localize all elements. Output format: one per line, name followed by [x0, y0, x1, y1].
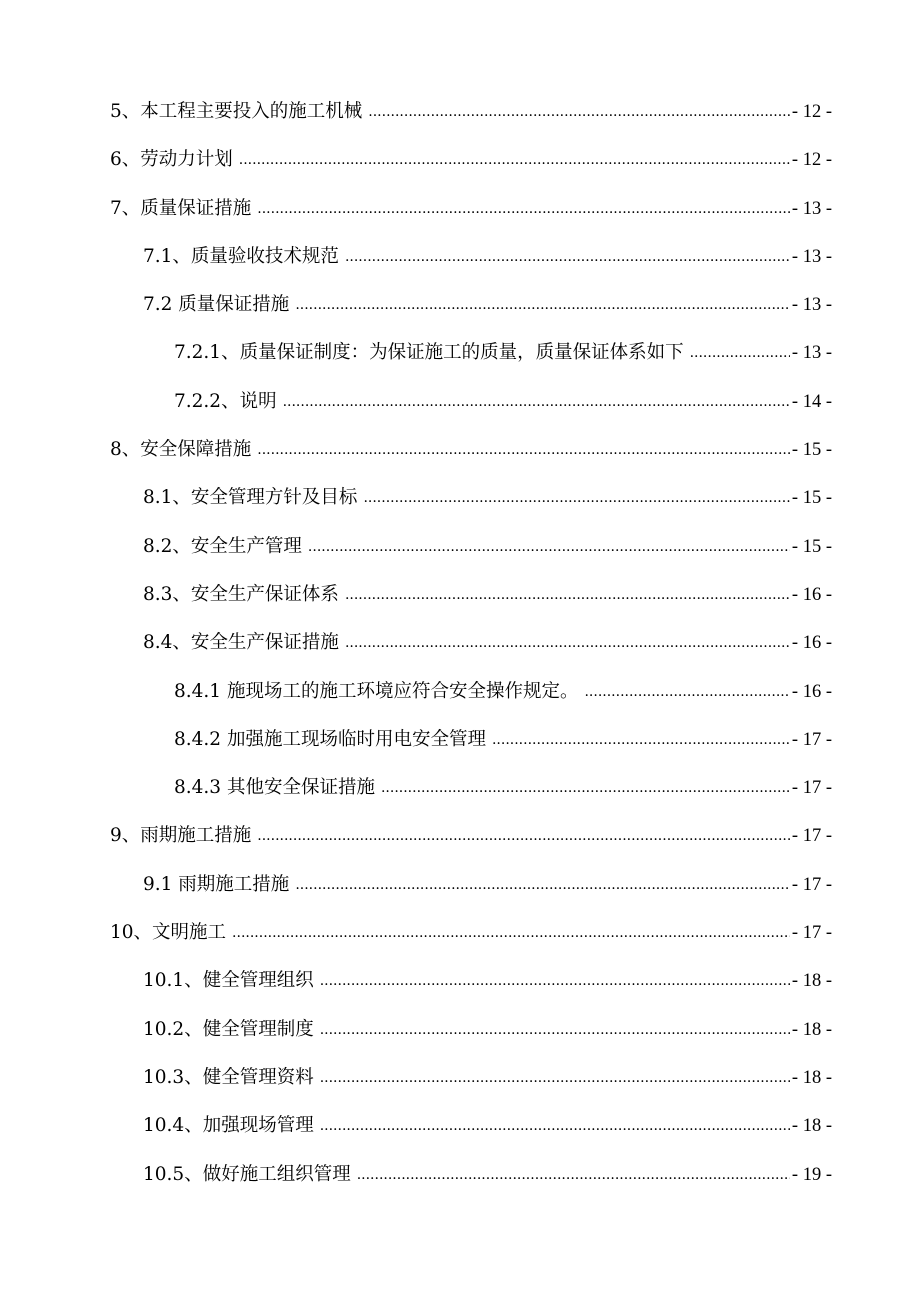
dot-leader: [357, 1151, 790, 1199]
dot-leader: [381, 764, 790, 812]
toc-page-number: - 14 -: [791, 391, 832, 412]
toc-entry-title: 8.4.2 加强施工现场临时用电安全管理: [174, 728, 486, 750]
dot-leader: [345, 233, 790, 281]
toc-page-number: - 16 -: [791, 584, 832, 605]
toc-entry[interactable]: [0, 474, 920, 522]
toc-entry-title: 8.4.3 其他安全保证措施: [174, 777, 375, 799]
dot-leader: [257, 812, 790, 860]
dot-leader: [320, 1102, 790, 1150]
dot-leader: [295, 861, 790, 909]
toc-entry-title: 8.2、安全生产管理: [143, 535, 302, 557]
dot-leader: [320, 1054, 790, 1102]
toc-entry[interactable]: [0, 1054, 920, 1102]
toc-page-number: - 18 -: [791, 1116, 832, 1137]
toc-entry-title: 10.4、加强现场管理: [143, 1115, 314, 1137]
toc-entry-title: 7.2.2、说明: [174, 390, 277, 412]
dot-leader: [492, 716, 790, 764]
toc-entry[interactable]: [0, 185, 920, 233]
toc-entry-title: 7.2.1、质量保证制度：为保证施工的质量，质量保证体系如下: [174, 342, 684, 364]
toc-entry-title: 10.5、做好施工组织管理: [143, 1163, 351, 1185]
toc-entry[interactable]: [0, 136, 920, 184]
toc-entry[interactable]: [0, 281, 920, 329]
dot-leader: [345, 619, 790, 667]
dot-leader: [257, 185, 790, 233]
toc-page-number: - 15 -: [791, 440, 832, 461]
toc-page-number: - 18 -: [791, 971, 832, 992]
toc-entry-title: 10.1、健全管理组织: [143, 970, 314, 992]
toc-entry-title: 7.1、质量验收技术规范: [143, 245, 339, 267]
toc-entry[interactable]: [0, 861, 920, 909]
toc-entry[interactable]: [0, 1151, 920, 1199]
toc-entry[interactable]: [0, 619, 920, 667]
toc-entry[interactable]: [0, 957, 920, 1005]
toc-page-number: - 12 -: [791, 150, 832, 171]
toc-page-number: - 16 -: [791, 681, 832, 702]
dot-leader: [308, 523, 790, 571]
toc-page-number: - 18 -: [791, 1067, 832, 1088]
toc-entry-title: 7、质量保证措施: [110, 197, 252, 219]
dot-leader: [320, 1006, 790, 1054]
toc-page-number: - 17 -: [791, 778, 832, 799]
toc-entry-title: 9、雨期施工措施: [110, 825, 252, 847]
dot-leader: [239, 136, 790, 184]
toc-entry-title: 6、劳动力计划: [110, 149, 233, 171]
toc-entry[interactable]: [0, 764, 920, 812]
toc-entry[interactable]: [0, 716, 920, 764]
dot-leader: [232, 909, 790, 957]
dot-leader: [283, 378, 790, 426]
toc-entry[interactable]: [0, 378, 920, 426]
toc-entry[interactable]: [0, 1006, 920, 1054]
toc-entry[interactable]: [0, 668, 920, 716]
toc-page-number: - 17 -: [791, 874, 832, 895]
dot-leader: [690, 329, 790, 377]
toc-page-number: - 13 -: [791, 246, 832, 267]
toc-entry-title: 10.2、健全管理制度: [143, 1018, 314, 1040]
toc-entry-title: 8.4、安全生产保证措施: [143, 632, 339, 654]
toc-entry[interactable]: [0, 523, 920, 571]
toc-page-number: - 13 -: [791, 295, 832, 316]
toc-page-number: - 15 -: [791, 536, 832, 557]
toc-entry-title: 5、本工程主要投入的施工机械: [110, 101, 363, 122]
toc-page-number: - 16 -: [791, 633, 832, 654]
toc-entry[interactable]: [0, 1102, 920, 1150]
toc-page-number: - 17 -: [791, 826, 832, 847]
table-of-contents: [0, 88, 920, 1199]
toc-entry-title: 8.4.1 施现场工的施工环境应符合安全操作规定。: [174, 680, 579, 702]
dot-leader: [584, 668, 789, 716]
toc-entry-title: 8.1、安全管理方针及目标: [143, 487, 358, 509]
toc-page-number: - 15 -: [791, 488, 832, 509]
toc-entry-title: 10、文明施工: [110, 922, 227, 944]
toc-page-number: - 13 -: [791, 198, 832, 219]
dot-leader: [320, 957, 790, 1005]
toc-entry[interactable]: [0, 329, 920, 377]
toc-entry-title: 9.1 雨期施工措施: [143, 873, 290, 895]
toc-page-number: - 17 -: [791, 729, 832, 750]
toc-page-number: - 18 -: [791, 1019, 832, 1040]
toc-entry[interactable]: [0, 571, 920, 619]
toc-entry-title: 8、安全保障措施: [110, 439, 252, 461]
toc-entry-title: 7.2 质量保证措施: [143, 294, 290, 316]
dot-leader: [257, 426, 790, 474]
toc-entry[interactable]: [0, 812, 920, 860]
toc-entry-title: 10.3、健全管理资料: [143, 1066, 314, 1088]
toc-page-number: - 19 -: [791, 1164, 832, 1185]
toc-entry[interactable]: [0, 88, 920, 136]
dot-leader: [345, 571, 790, 619]
toc-entry[interactable]: [0, 426, 920, 474]
dot-leader: [368, 88, 790, 136]
toc-page-number: - 12 -: [791, 102, 832, 122]
dot-leader: [295, 281, 790, 329]
toc-entry[interactable]: [0, 233, 920, 281]
dot-leader: [363, 474, 789, 522]
toc-entry[interactable]: [0, 909, 920, 957]
toc-entry-title: 8.3、安全生产保证体系: [143, 583, 339, 605]
toc-page-number: - 13 -: [791, 343, 832, 364]
toc-page-number: - 17 -: [791, 923, 832, 944]
